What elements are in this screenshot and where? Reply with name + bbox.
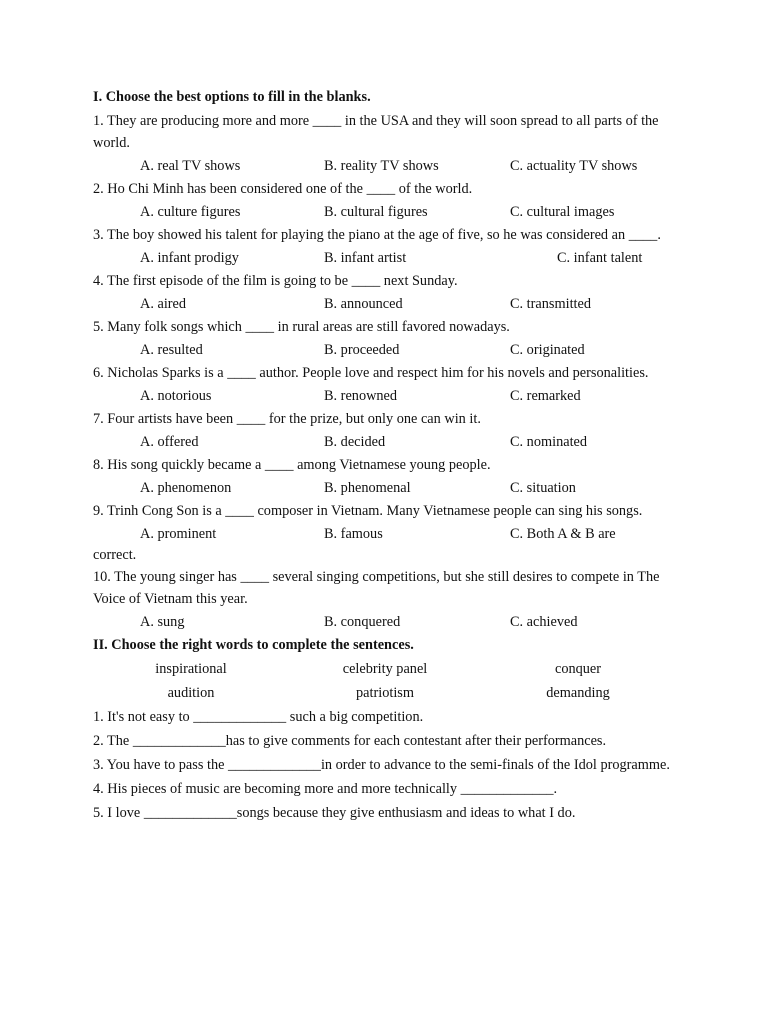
sentence-3: 3. You have to pass the _____________in order to advance to the semi-finals of the Idol programme. (93, 757, 670, 773)
question-3 (93, 224, 683, 270)
question-text: 4. The first episode of the film is going to be ____ next Sunday. (93, 273, 458, 289)
question-text: 8. His song quickly became a ____ among Vietnamese young people. (93, 457, 491, 473)
option-c: C. achieved (510, 614, 578, 630)
answer-options (93, 476, 683, 500)
sentence-1: 1. It's not easy to _____________ such a big competition. (93, 709, 424, 725)
answer-options (93, 292, 683, 316)
option-c: C. transmitted (510, 296, 592, 312)
question-10 (93, 566, 683, 634)
sentence-4: 4. His pieces of music are becoming more and more technically _____________. (93, 781, 558, 797)
word-bank (93, 658, 683, 706)
option-a: A. offered (140, 434, 199, 450)
word-bank-item: inspirational (155, 661, 227, 677)
option-b: B. reality TV shows (324, 158, 439, 174)
answer-options (93, 338, 683, 362)
sentence-5: 5. I love _____________songs because they give enthusiasm and ideas to what I do. (93, 805, 576, 821)
question-1 (93, 110, 683, 178)
question-6 (93, 362, 683, 408)
question-7 (93, 408, 683, 454)
option-a: A. culture figures (140, 204, 241, 220)
option-b: B. announced (324, 296, 403, 312)
section-2-heading: II. Choose the right words to complete the sentences. (93, 637, 414, 653)
option-b: B. infant artist (324, 250, 407, 266)
option-a: A. notorious (140, 388, 212, 404)
question-9 (93, 500, 683, 566)
option-c-continuation: correct. (93, 547, 137, 563)
option-b: B. conquered (324, 614, 401, 630)
option-b: B. decided (324, 434, 386, 450)
answer-options (93, 246, 683, 270)
option-b: B. renowned (324, 388, 398, 404)
option-c: C. actuality TV shows (510, 158, 638, 174)
answer-options (93, 522, 683, 546)
option-c: C. nominated (510, 434, 588, 450)
option-a: A. real TV shows (140, 158, 241, 174)
question-2 (93, 178, 683, 224)
option-b: B. proceeded (324, 342, 400, 358)
answer-options (93, 430, 683, 454)
option-c: C. Both A & B are (510, 526, 616, 542)
sentence-2: 2. The _____________has to give comments for each contestant after their performances. (93, 733, 607, 749)
section-1-heading: I. Choose the best options to fill in the blanks. (93, 89, 371, 105)
question-text: 7. Four artists have been ____ for the prize, but only one can win it. (93, 411, 481, 427)
option-c: C. remarked (510, 388, 581, 404)
option-a: A. prominent (140, 526, 217, 542)
word-bank-row (93, 658, 683, 682)
word-bank-item: patriotism (356, 685, 414, 701)
option-c: C. originated (510, 342, 585, 358)
option-a: A. infant prodigy (140, 250, 239, 266)
option-a: A. sung (140, 614, 185, 630)
option-a: A. aired (140, 296, 187, 312)
question-5 (93, 316, 683, 362)
word-bank-item: celebrity panel (342, 661, 428, 677)
question-4 (93, 270, 683, 316)
word-bank-item: audition (167, 685, 215, 701)
option-c: C. situation (510, 480, 576, 496)
answer-options (93, 384, 683, 408)
question-text: 5. Many folk songs which ____ in rural areas are still favored nowadays. (93, 319, 510, 335)
answer-options (93, 154, 683, 178)
word-bank-item: demanding (546, 685, 610, 701)
question-text: 6. Nicholas Sparks is a ____ author. People love and respect him for his novels and personalities. (93, 365, 649, 381)
word-bank-row (93, 682, 683, 706)
option-c: C. cultural images (510, 204, 615, 220)
answer-options (93, 610, 683, 634)
option-a: A. resulted (140, 342, 203, 358)
question-text: 2. Ho Chi Minh has been considered one of the ____ of the world. (93, 181, 473, 197)
option-a: A. phenomenon (140, 480, 232, 496)
question-text: 10. The young singer has ____ several singing competitions, but she still desires to compete in The Voice of Vietnam this year. (93, 569, 660, 607)
question-text: 1. They are producing more and more ____ in the USA and they will soon spread to all parts of the world. (93, 113, 659, 151)
question-text: 3. The boy showed his talent for playing the piano at the age of five, so he was considered an ____. (93, 227, 661, 243)
option-b: B. famous (324, 526, 383, 542)
answer-options (93, 200, 683, 224)
question-8 (93, 454, 683, 500)
question-text: 9. Trinh Cong Son is a ____ composer in Vietnam. Many Vietnamese people can sing his songs. (93, 503, 643, 519)
word-bank-item: conquer (554, 661, 602, 677)
option-b: B. phenomenal (324, 480, 411, 496)
option-c: C. infant talent (557, 250, 643, 266)
option-b: B. cultural figures (324, 204, 428, 220)
worksheet-content (93, 86, 683, 826)
